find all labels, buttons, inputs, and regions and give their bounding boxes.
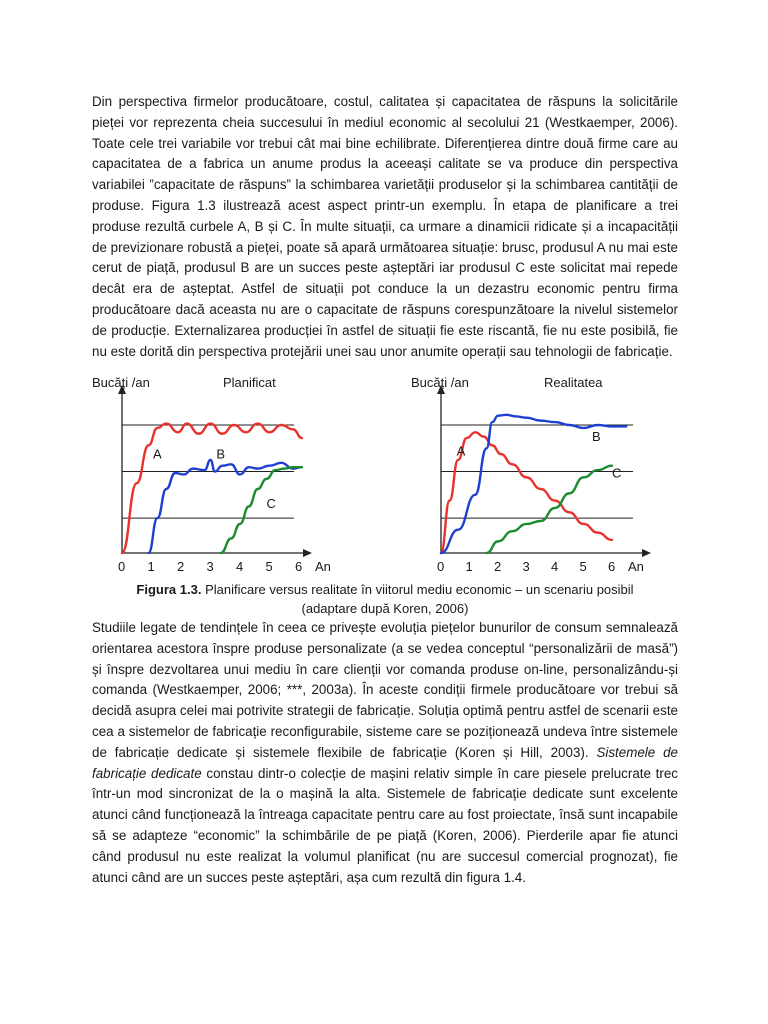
x-tick-label-2: 2 <box>177 559 185 574</box>
chart-realitatea <box>406 370 688 580</box>
y-axis-label: Bucăți /an <box>92 375 150 390</box>
paragraph-2 <box>92 618 678 888</box>
series-line-a <box>122 424 302 553</box>
series-label-a: A <box>152 446 162 462</box>
paragraph-2-part-1: Studiile legate de tendințele în ceea ce privește evoluția piețelor bunurilor de consum semnalează orientarea acestora înspre produse personalizate (a se vedea conceptul “personalizării de masă”) și înspre dezvoltarea unui mediu în care clienții vor comanda produse on-line, personalizându-și comanda (Westkaemper, 2006; ***, 2003a). În aceste condiții firmele producătoare vor trebui să decidă asupra celei mai potrivite strategii de fabricație. Soluția optimă pentru astfel de scenarii este cea a sistemelor de fabricație reconfigurabile, sisteme care se poziționează undeva între sistemele de fabricație dedicate și sistemele flexibile de fabricație (Koren și Hill, 2003). <box>92 620 678 760</box>
figure-1-3 <box>88 370 688 580</box>
figure-caption-label: Figura 1.3. <box>136 582 202 597</box>
series-label-c: C <box>266 495 276 511</box>
series-line-c <box>221 467 302 553</box>
x-axis-arrow <box>303 549 312 557</box>
x-tick-label-3: 3 <box>206 559 214 574</box>
series-label-a: A <box>456 443 466 459</box>
chart-title: Realitatea <box>544 375 603 390</box>
x-tick-label-5: 5 <box>265 559 273 574</box>
paragraph-2-part-2: constau dintr-o colecție de mașini relativ simple în care piesele prelucrate trec într-un mod sincronizat de la o mașină la alta. Sistemele de fabricație dedicate sunt excelente atunci când funcționează la întreaga capacitate pentru care au fost proiectate, însă sunt incapabile să se adapteze “economic” la schimbările de pe piață (Koren, 2006). Pierderile apar fie atunci când produsul nu este realizat la volumul planificat (nu are succesul comercial prognozat), fie atunci când are un succes peste așteptări, așa cum rezultă din figura 1.4. <box>92 765 678 885</box>
y-axis-label: Bucăți /an <box>411 375 469 390</box>
x-axis-arrow <box>642 549 651 557</box>
series-line-c <box>487 466 612 553</box>
x-tick-label-5: 5 <box>579 559 587 574</box>
paragraph-2-emphasis: Sistemele de fabricație dedicate <box>92 744 678 781</box>
x-axis-label: An <box>315 559 331 574</box>
x-tick-label-2: 2 <box>494 559 502 574</box>
x-tick-label-3: 3 <box>522 559 530 574</box>
series-line-a <box>441 432 612 553</box>
x-axis-label: An <box>628 559 644 574</box>
figure-caption <box>92 580 678 618</box>
series-label-c: C <box>612 465 622 481</box>
chart-planificat <box>88 370 360 580</box>
chart-title: Planificat <box>223 375 276 390</box>
x-tick-label-0: 0 <box>437 559 445 574</box>
figure-caption-source: (adaptare după Koren, 2006) <box>301 601 469 616</box>
x-tick-label-1: 1 <box>147 559 155 574</box>
x-tick-label-0: 0 <box>118 559 126 574</box>
x-tick-label-4: 4 <box>236 559 244 574</box>
paragraph-1: Din perspectiva firmelor producătoare, costul, calitatea și capacitatea de răspuns la solicitările pieței vor reprezenta cheia succesului în mediul economic al secolului 21 (Westkaemper, 2006). Toate cele trei variabile vor trebui cât mai bine echilibrate. Diferențierea dintre două firme care au capacitatea de a fabrica un anume produs la aceeași calitate se va produce din perspectiva variabilei ”capacitate de răspuns” la schimbarea varietății produselor și la schimbarea cantității de produse. Figura 1.3 ilustrează acest aspect printr-un exemplu. În etapa de planificare a trei produse rezultă curbele A, B și C. În multe situații, ca urmare a dinamicii ridicate și a incapacității de previzionare robustă a pieței, poate să apară următoarea situație: brusc, produsul A nu mai este cerut de piață, produsul B are un succes peste așteptări iar produsul C este solicitat mai repede decât era de așteptat. Astfel de situații pot conduce la un dezastru economic pentru firma producătoare dacă aceasta nu are o capacitate de răspuns corespunzătoare la nivelul sistemelor de producție. Externalizarea producției în astfel de situații fie este riscantă, fie nu este posibilă, fie nu este dorită din perspectiva protejării unei sau unor anumite operații sau tehnologii de fabricație. <box>92 94 678 359</box>
figure-caption-text: Planificare versus realitate în viitorul mediu economic – un scenariu posibil <box>201 582 634 597</box>
x-tick-label-6: 6 <box>608 559 616 574</box>
series-label-b: B <box>592 429 601 444</box>
x-tick-label-1: 1 <box>465 559 473 574</box>
series-line-b <box>149 460 302 553</box>
x-tick-label-6: 6 <box>295 559 303 574</box>
series-label-b: B <box>216 446 226 462</box>
x-tick-label-4: 4 <box>551 559 559 574</box>
